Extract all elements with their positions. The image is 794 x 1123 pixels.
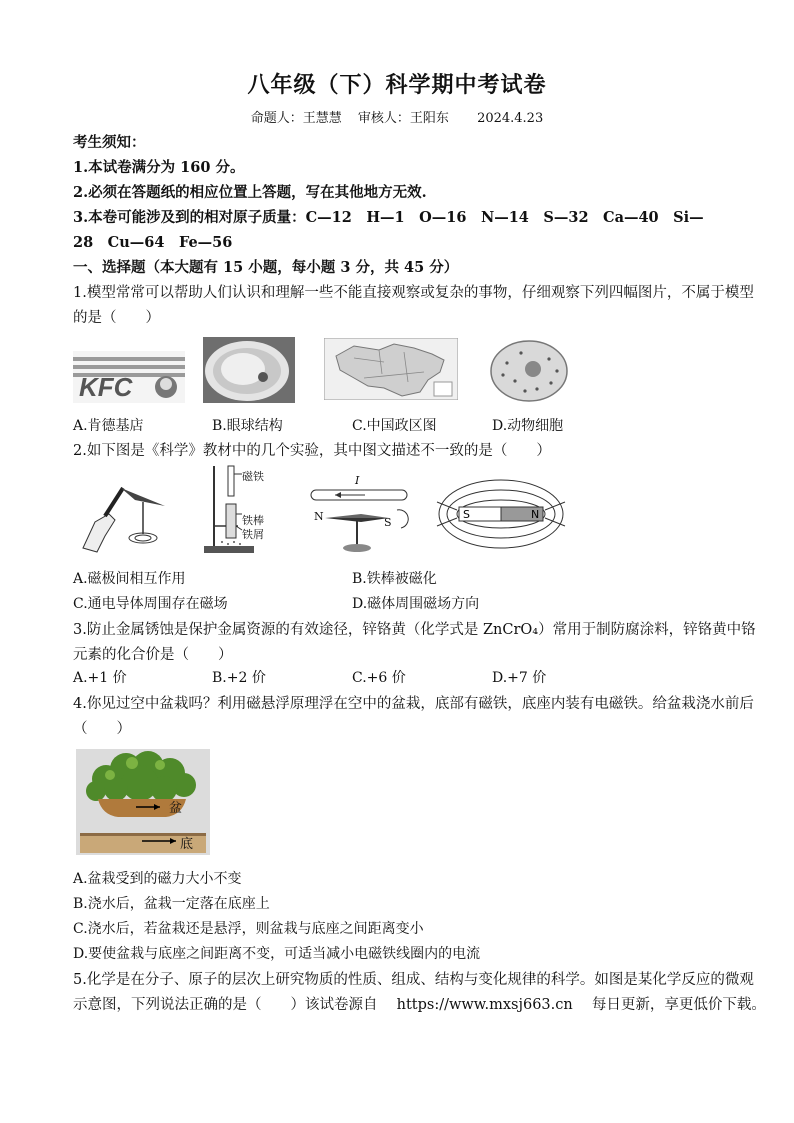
- magnetization-figure: [198, 462, 278, 556]
- label-magnet: 磁铁: [242, 470, 264, 483]
- q3-stem: 3.防止金属锈蚀是保护金属资源的有效途径，锌铬黄（化学式是 ZnCrO₄）常用于制防腐涂料，锌铬黄中铬: [73, 622, 756, 638]
- label-south: S: [384, 516, 392, 529]
- notice-item-2: 2.必须在答题纸的相应位置上答题，写在其他地方无效.: [73, 184, 427, 201]
- page-title: 八年级（下）科学期中考试卷: [247, 72, 547, 98]
- bar-magnet-s: S: [463, 508, 470, 521]
- setter: 命题人：王慧慧: [250, 111, 342, 126]
- q3-option-b: B.+2 价: [212, 670, 266, 686]
- q3-option-c: C.+6 价: [352, 670, 406, 686]
- notice-item-3-cont: 28 Cu—64 Fe—56: [73, 234, 233, 251]
- q4-stem: 4.你见过空中盆栽吗？利用磁悬浮原理浮在空中的盆栽，底部有磁铁，底座内装有电磁铁。给盆栽浇水前后: [73, 696, 754, 712]
- q4-option-c: C.浇水后，若盆栽还是悬浮，则盆栽与底座之间距离变小: [73, 921, 424, 937]
- label-north: N: [314, 510, 324, 523]
- q2-option-b: B.铁棒被磁化: [352, 571, 437, 587]
- kfc-logo-text: KFC: [79, 372, 133, 402]
- q3-option-d: D.+7 价: [492, 670, 547, 686]
- q1-stem-cont: 的是（ ）: [73, 310, 160, 326]
- label-pot: 盆: [169, 801, 183, 816]
- magnetic-field-figure: [433, 472, 569, 556]
- bar-magnet-n: N: [531, 508, 540, 521]
- animal-cell-image: [489, 339, 569, 403]
- notice-heading: 考生须知：: [73, 134, 146, 151]
- q1-stem: 1.模型常常可以帮助人们认识和理解一些不能直接观察或复杂的事物，仔细观察下列四幅图片，不属于模型: [73, 285, 754, 301]
- label-current: I: [355, 474, 360, 487]
- q2-option-a: A.磁极间相互作用: [73, 571, 186, 587]
- label-base: 底: [180, 837, 194, 852]
- eyeball-image: [203, 337, 295, 403]
- q5-stem-cont: 示意图，下列说法正确的是（ ）该试卷源自 https://www.mxsj663.cn 每日更新，享更低价下载。: [73, 997, 766, 1013]
- kfc-logo-image: [73, 351, 185, 403]
- q1-option-b: B.眼球结构: [212, 418, 283, 434]
- magnet-interaction-figure: [75, 470, 171, 556]
- q1-option-a: A.肯德基店: [73, 418, 144, 434]
- reviewer: 审核人：王阳东: [357, 111, 449, 126]
- q1-option-c: C.中国政区图: [352, 418, 437, 434]
- section-heading: 一、选择题（本大题有 15 小题，每小题 3 分，共 45 分）: [73, 259, 459, 276]
- q2-stem: 2.如下图是《科学》教材中的几个实验，其中图文描述不一致的是（ ）: [73, 443, 551, 459]
- q3-stem-cont: 元素的化合价是（ ）: [73, 647, 233, 663]
- q4-option-b: B.浇水后，盆栽一定落在底座上: [73, 896, 270, 912]
- q4-stem-cont: （ ）: [73, 721, 131, 737]
- exam-meta: [0, 107, 794, 126]
- exam-date: 2024.4.23: [477, 111, 544, 126]
- label-iron-filings: 铁屑: [242, 528, 264, 541]
- q3-option-a: A.+1 价: [73, 670, 127, 686]
- q4-option-d: D.要使盆栽与底座之间距离不变，可适当减小电磁铁线圈内的电流: [73, 946, 481, 962]
- label-iron-rod: 铁棒: [242, 514, 264, 527]
- notice-item-3: 3.本卷可能涉及到的相对原子质量：C—12 H—1 O—16 N—14 S—32 Ca—40 Si—: [73, 209, 704, 226]
- q5-stem: 5.化学是在分子、原子的层次上研究物质的性质、组成、结构与变化规律的科学。如图是某化学反应的微观: [73, 972, 754, 988]
- notice-item-1: 1.本试卷满分为 160 分。: [73, 159, 245, 176]
- china-map-image: [324, 338, 458, 400]
- q1-option-d: D.动物细胞: [492, 418, 564, 434]
- q4-option-a: A.盆栽受到的磁力大小不变: [73, 871, 242, 887]
- q2-option-c: C.通电导体周围存在磁场: [73, 596, 228, 612]
- q2-option-d: D.磁体周围磁场方向: [352, 596, 480, 612]
